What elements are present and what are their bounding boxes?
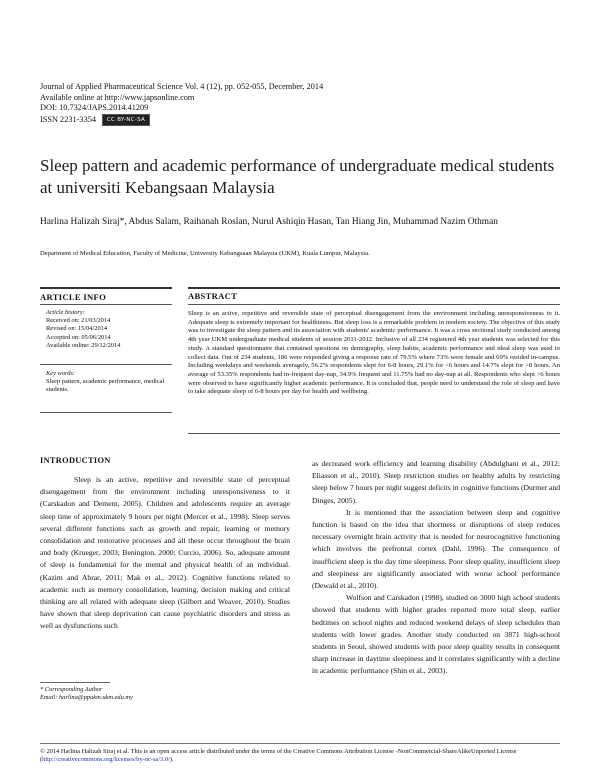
- intro-paragraph-2: It is mentioned that the association between sleep and cognitive function is based on the idea that shortness or disruptions of sleep reduces necessary overnight brain activity that is needed for neurocognitive functioning which involves the prefrontal cortex (Dahl, 1996). The consequence of insufficient sleep is the day time sleepiness. Poor sleep quality, insufficient sleep and sleepiness are significantly associated with worse school performance (Dewald et al., 2010).: [312, 507, 560, 591]
- license-close: ).: [169, 756, 174, 764]
- cc-license-badge[interactable]: CC BY-NC-SA: [102, 114, 150, 126]
- issn-text: ISSN 2231-3354: [40, 114, 97, 124]
- available-date: Available online: 29/12/2014: [46, 341, 121, 349]
- corresponding-label: * Corresponding Author: [40, 686, 103, 693]
- introduction-heading: INTRODUCTION: [40, 456, 111, 465]
- history-rule: [40, 364, 172, 365]
- paper-title: Sleep pattern and academic performance of undergraduate medical students at universiti Kebangsaan Malaysia: [40, 156, 555, 197]
- journal-header: [40, 82, 380, 126]
- article-info-head-rule: [40, 304, 172, 305]
- body-column-left: [40, 474, 290, 633]
- intro-paragraph-3: Wolfson and Carskadon (1998), studied on 3000 high school students showed that students with higher grades reported more total sleep, earlier bedtimes on school nights and reduced weekend delays of sleep schedules than students with lower grades. Another study conducted on 3871 high-school students in Seoul, showed students with poor sleep quality results in consequent sharp increase in daytime sleepiness and it correlates significantly with a decline in academic performance (Shin et al., 2003).: [312, 593, 560, 676]
- abstract-bottom-rule: [188, 433, 560, 434]
- intro-paragraph-1: Sleep is an active, repetitive and reversible state of perceptual disengagement from the environment including unresponsiveness to it (Carskadon and Dement, 2005). Children and adolescents require an average sleep time of approximately 9 hours per night (Mercer et al., 1998). Sleep serves several different functions such as growth and repair, learning or memory consolidation and restorative processes and all these occur throughout the brain and body (Krueger, 2003; Benington, 2000; Curcio, 2006). So, adequate amount of sleep is fundamental for the mental and physical health of an individual. (Kazim and Abrar, 2011; Mak et al., 2012). Cognitive functions related to academic such as memory consolidation, learning, decision making and critical thinking are all related with adequate sleep (Gilbert and Weaver, 2010). Studies have shown that sleep deprivation can cause psychiatric disorders and stress as well as dysfunctions such: [40, 475, 290, 631]
- keywords-label: Key words:: [46, 370, 76, 377]
- affiliation: Department of Medical Education, Faculty of Medicine, University Kebangsaan Malaysia (UKM), Kuala Lumpur, Malaysia.: [40, 250, 370, 257]
- abstract-heading: ABSTRACT: [188, 291, 238, 301]
- license-text: © 2014 Harlina Halizah Siraj et al. This is an open access article distributed under the terms of the Creative Commons Attribution License -NonCommercial-ShareAlikeUnported License (: [40, 748, 517, 764]
- abstract-text: Sleep is an active, repetitive and reversible state of perceptual disengagement from the environment including unresponsiveness to it. Adequate sleep is extremely important for healthiness. But sleep loss is a remarkable problem in modern society. The objective of this study was to investigate the sleep pattern and its association with students' academic performance. It was a cross sectional study conducted among 4th year UKM undergraduate medical students of session 2011-2012. Inclusive of all 234 registered 4th year students was selected for this study. A standard questionnaire that contained questions on demography, sleep habits, academic performance and ideal sleep was used to collect data. Out of 234 students, 186 were responded giving a response rate of 79.5% where 73% were female and 69% resided in-campus. Including weekdays and weekends averagely, 56.2% respondents slept for 6-8 hours, 29.1% for <6 hours and 14.7% slept for >8 hours. An average of 53.35% respondents had in-frequent day-nap, 34.9% frequent and 11.75% had no day-nap at all. Respondents who slept >6 hours were observed to have significantly higher academic performance. It is concluded that, people need to understand the role of sleep and have to take adequate sleep of 6-8 hours per day for health and wellbeing.: [188, 310, 560, 396]
- license-footer: [40, 748, 560, 765]
- corresponding-author: [40, 686, 240, 702]
- abstract-head-rule: [188, 304, 560, 305]
- intro-paragraph-continued: as decreased work efficiency and learning disability (Abdulghani et al., 2012; Eliasson et al., 2010). Sleep restriction studies on healthy adults by restricting sleep below 7 hours per night suggest deficits in cognitive functions (Durmer and Dinges, 2005).: [312, 459, 560, 505]
- abstract-top-rule: [188, 287, 560, 289]
- corresponding-email[interactable]: Email: harlina@ppukm.ukm.edu.my: [40, 694, 133, 702]
- revised-date: Revised on: 15/04/2014: [46, 325, 108, 333]
- article-info-heading: ARTICLE INFO: [40, 292, 107, 302]
- journal-doi[interactable]: DOI: 10.7324/JAPS.2014.41209: [40, 103, 149, 112]
- keywords-text: Sleep pattern, academic performance, medical students.: [46, 378, 165, 394]
- article-info-top-rule: [40, 287, 172, 289]
- license-rule: [40, 743, 560, 744]
- accepted-date: Accepted on: 05/06/2014: [46, 333, 111, 341]
- journal-issn: [40, 114, 380, 126]
- article-history: [46, 309, 171, 350]
- keywords-block: [46, 370, 171, 395]
- body-column-right: [312, 458, 560, 678]
- journal-citation: Journal of Applied Pharmaceutical Science Vol. 4 (12), pp. 052-055, December, 2014: [40, 82, 324, 91]
- footnote-rule: [40, 682, 110, 683]
- author-list: Harlina Halizah Siraj*, Abdus Salam, Raihanah Roslan, Nurul Ashiqin Hasan, Tan Hiang Jin, Muhammad Nazim Othman: [40, 217, 498, 227]
- journal-website[interactable]: Available online at http://www.japsonline.com: [40, 92, 195, 102]
- received-date: Received on: 21/03/2014: [46, 317, 111, 325]
- history-label: Article history:: [46, 309, 85, 316]
- license-link[interactable]: http://creativecommons.org/licenses/by-nc-sa/3.0/: [42, 756, 170, 764]
- keywords-bottom-rule: [40, 412, 172, 413]
